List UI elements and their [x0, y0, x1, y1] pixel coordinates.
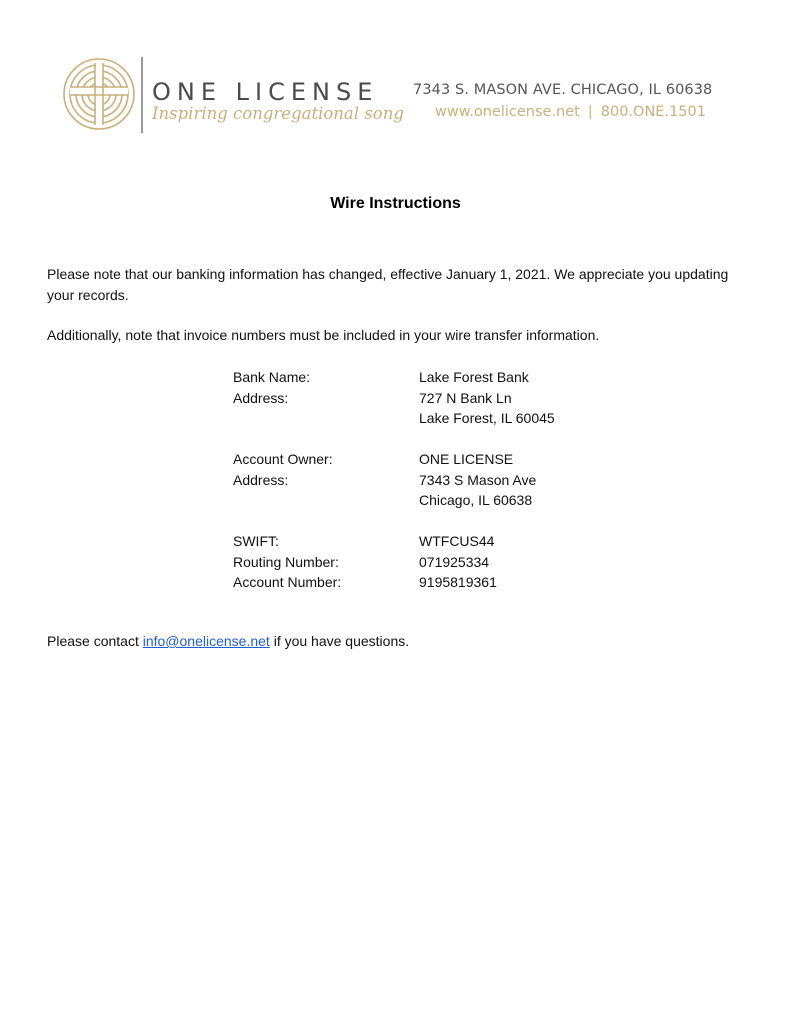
field-value: 727 N Bank Ln	[419, 389, 512, 406]
contact-line	[435, 104, 706, 120]
document-title: Wire Instructions	[330, 195, 461, 212]
wire-details	[233, 367, 555, 593]
letterhead	[0, 0, 791, 150]
bank-address-row-2	[233, 408, 555, 429]
company-address: 7343 S. MASON AVE. CHICAGO, IL 60638	[413, 82, 713, 98]
field-label-empty	[233, 408, 419, 429]
field-label-empty	[233, 490, 419, 511]
field-value: 9195819361	[419, 574, 497, 590]
field-value: 071925334	[419, 553, 490, 570]
field-value: Lake Forest Bank	[419, 369, 529, 385]
field-value: Chicago, IL 60638	[419, 492, 533, 508]
bank-address-row	[233, 388, 555, 409]
field-label: Account Owner:	[233, 451, 333, 467]
field-value: WTFCUS44	[419, 533, 495, 549]
brand-tagline: Inspiring congregational song	[152, 104, 404, 123]
field-label: Account Number:	[233, 574, 342, 590]
field-value: 7343 S Mason Ave	[419, 471, 537, 488]
labyrinth-cross-icon	[62, 57, 136, 131]
contact-prefix: Please contact	[47, 633, 143, 649]
field-label: Address:	[233, 471, 289, 488]
invoice-note-paragraph: Additionally, note that invoice numbers must be included in your wire transfer information.	[47, 327, 600, 343]
field-label: SWIFT:	[233, 533, 279, 549]
account-owner-row	[233, 449, 555, 470]
notice-paragraph: Please note that our banking information has changed, effective January 1, 2021. We appreciate you updating your records.	[47, 266, 729, 303]
field-label: Address:	[233, 389, 289, 406]
bank-name-row	[233, 367, 555, 388]
contact-suffix: if you have questions.	[269, 633, 410, 649]
account-number-row	[233, 572, 555, 593]
spacer	[233, 429, 555, 450]
phone-text: 800.ONE.1501	[600, 104, 706, 120]
field-label: Routing Number:	[233, 553, 339, 570]
field-value: Lake Forest, IL 60045	[419, 410, 555, 426]
contact-line	[47, 633, 409, 649]
brand-name: ONE LICENSE	[152, 78, 379, 106]
field-value: ONE LICENSE	[419, 451, 514, 467]
owner-address-row-2	[233, 490, 555, 511]
website-text: www.onelicense.net	[435, 104, 580, 120]
email-link[interactable]: info@onelicense.net	[142, 633, 270, 649]
swift-row	[233, 531, 555, 552]
field-label: Bank Name:	[233, 369, 311, 385]
logo-divider	[141, 57, 143, 133]
spacer	[233, 511, 555, 532]
separator: |	[587, 104, 593, 120]
routing-number-row	[233, 552, 555, 573]
owner-address-row	[233, 470, 555, 491]
